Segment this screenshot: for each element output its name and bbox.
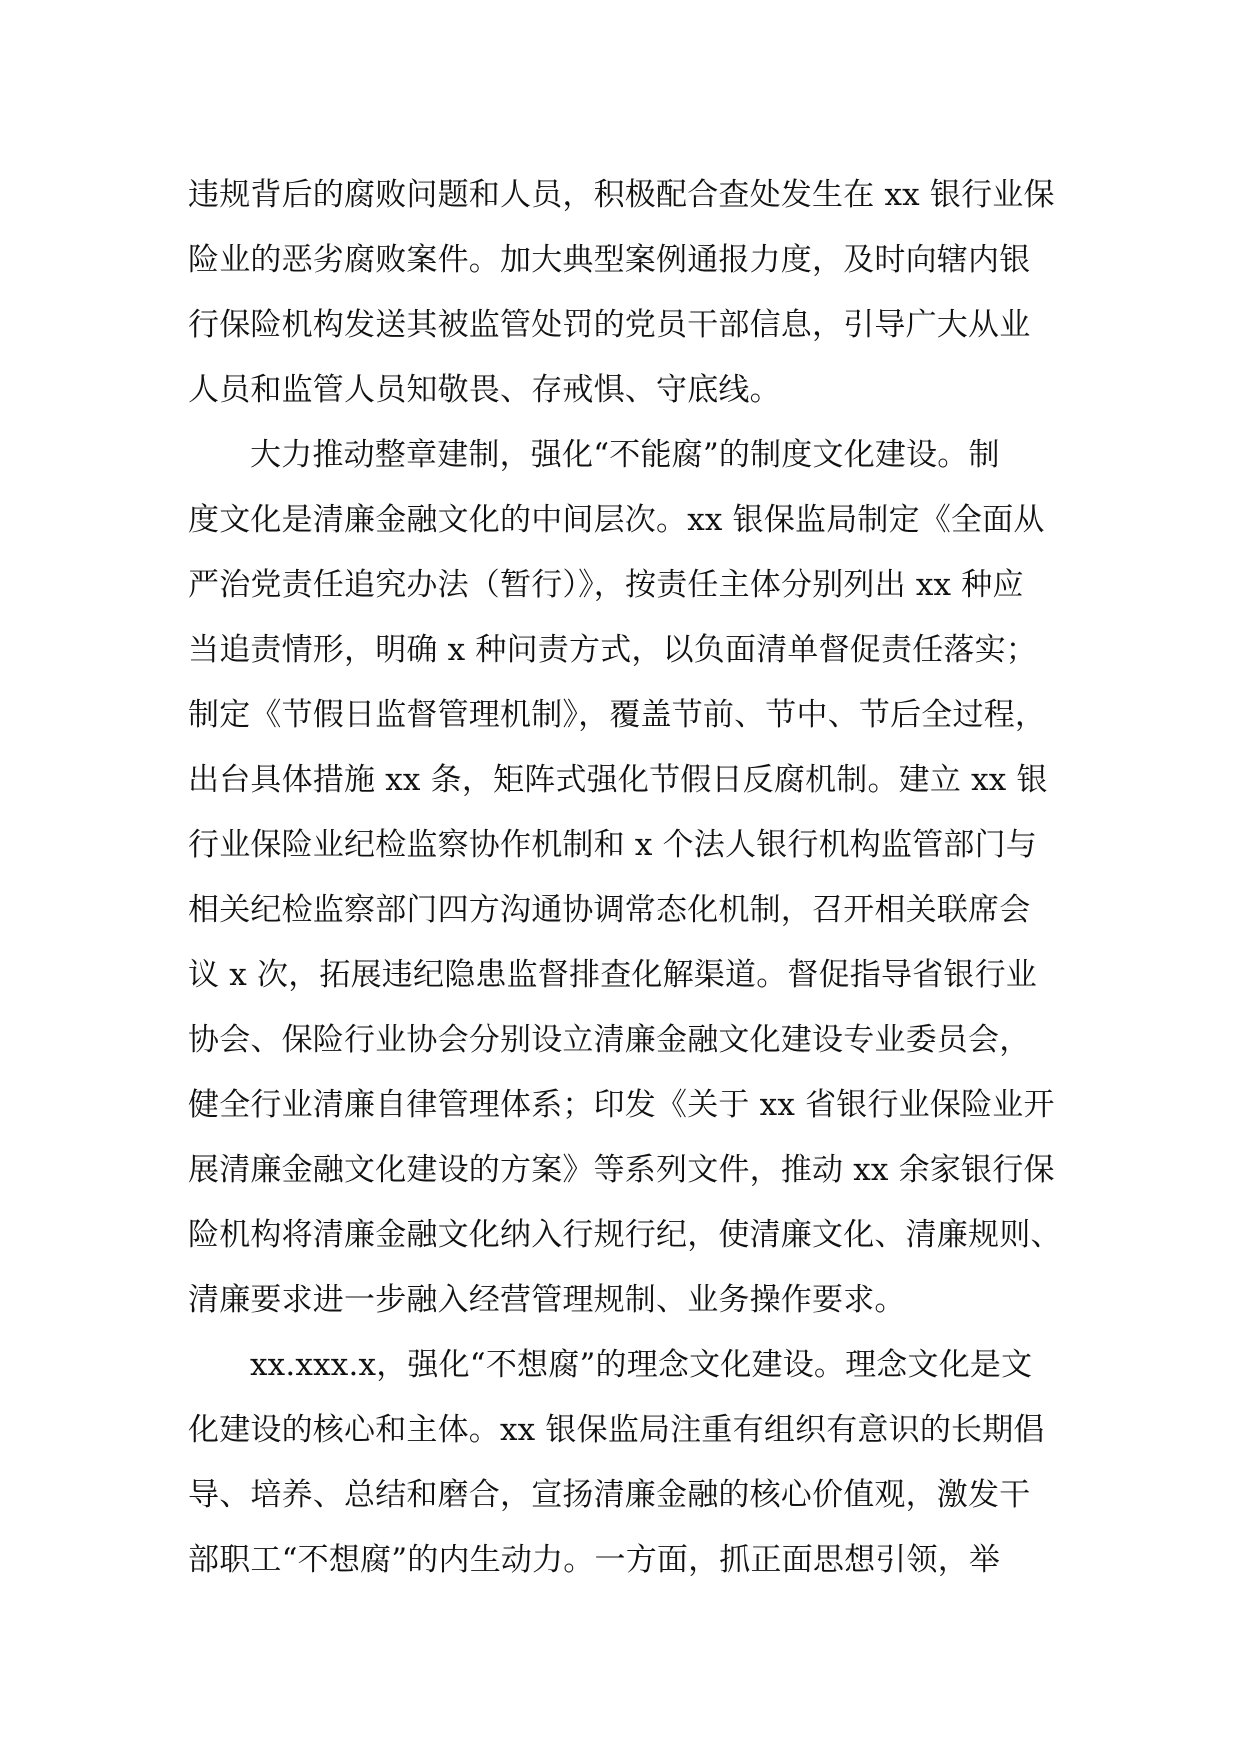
text-line: 度文化是清廉金融文化的中间层次。xx 银保监局制定《全面从: [188, 502, 1045, 538]
text-line: 相关纪检监察部门四方沟通协调常态化机制，召开相关联席会: [188, 892, 1031, 928]
text-line: 协会、保险行业协会分别设立清廉金融文化建设专业委员会，: [188, 1022, 1031, 1058]
text-line: 化建设的核心和主体。xx 银保监局注重有组织有意识的长期倡: [188, 1412, 1045, 1448]
text-line: 健全行业清廉自律管理体系；印发《关于 xx 省银行业保险业开: [188, 1087, 1055, 1123]
text-line: 部职工“不想腐”的内生动力。一方面，抓正面思想引领，举: [188, 1542, 1001, 1578]
text-line: 行业保险业纪检监察协作机制和 x 个法人银行机构监管部门与: [188, 827, 1037, 863]
text-line: 制定《节假日监督管理机制》，覆盖节前、节中、节后全过程，: [188, 697, 1047, 733]
text-line: 险业的恶劣腐败案件。加大典型案例通报力度，及时向辖内银: [188, 242, 1031, 278]
text-line: 导、培养、总结和磨合，宣扬清廉金融的核心价值观，激发干: [188, 1477, 1031, 1513]
text-line: 出台具体措施 xx 条，矩阵式强化节假日反腐机制。建立 xx 银: [188, 762, 1048, 798]
text-line: 违规背后的腐败问题和人员，积极配合查处发生在 xx 银行业保: [188, 177, 1055, 213]
text-line: 展清廉金融文化建设的方案》等系列文件，推动 xx 余家银行保: [188, 1152, 1055, 1188]
text-line: 行保险机构发送其被监管处罚的党员干部信息，引导广大从业: [188, 307, 1031, 343]
text-line: 险机构将清廉金融文化纳入行规行纪，使清廉文化、清廉规则、: [188, 1217, 1062, 1253]
text-line: 当追责情形，明确 x 种问责方式，以负面清单督促责任落实；: [188, 632, 1037, 668]
paragraph-first-line: 大力推动整章建制，强化“不能腐”的制度文化建设。制: [250, 437, 1000, 473]
paragraph-first-line: xx.xxx.x，强化“不想腐”的理念文化建设。理念文化是文: [250, 1347, 1033, 1383]
text-line: 严治党责任追究办法（暂行）》，按责任主体分别列出 xx 种应: [188, 567, 1024, 603]
document-body: [188, 163, 1088, 1593]
text-line: 议 x 次，拓展违纪隐患监督排查化解渠道。督促指导省银行业: [188, 957, 1037, 993]
text-line: 清廉要求进一步融入经营管理规制、业务操作要求。: [188, 1282, 906, 1318]
text-line: 人员和监管人员知敬畏、存戒惧、守底线。: [188, 372, 781, 408]
